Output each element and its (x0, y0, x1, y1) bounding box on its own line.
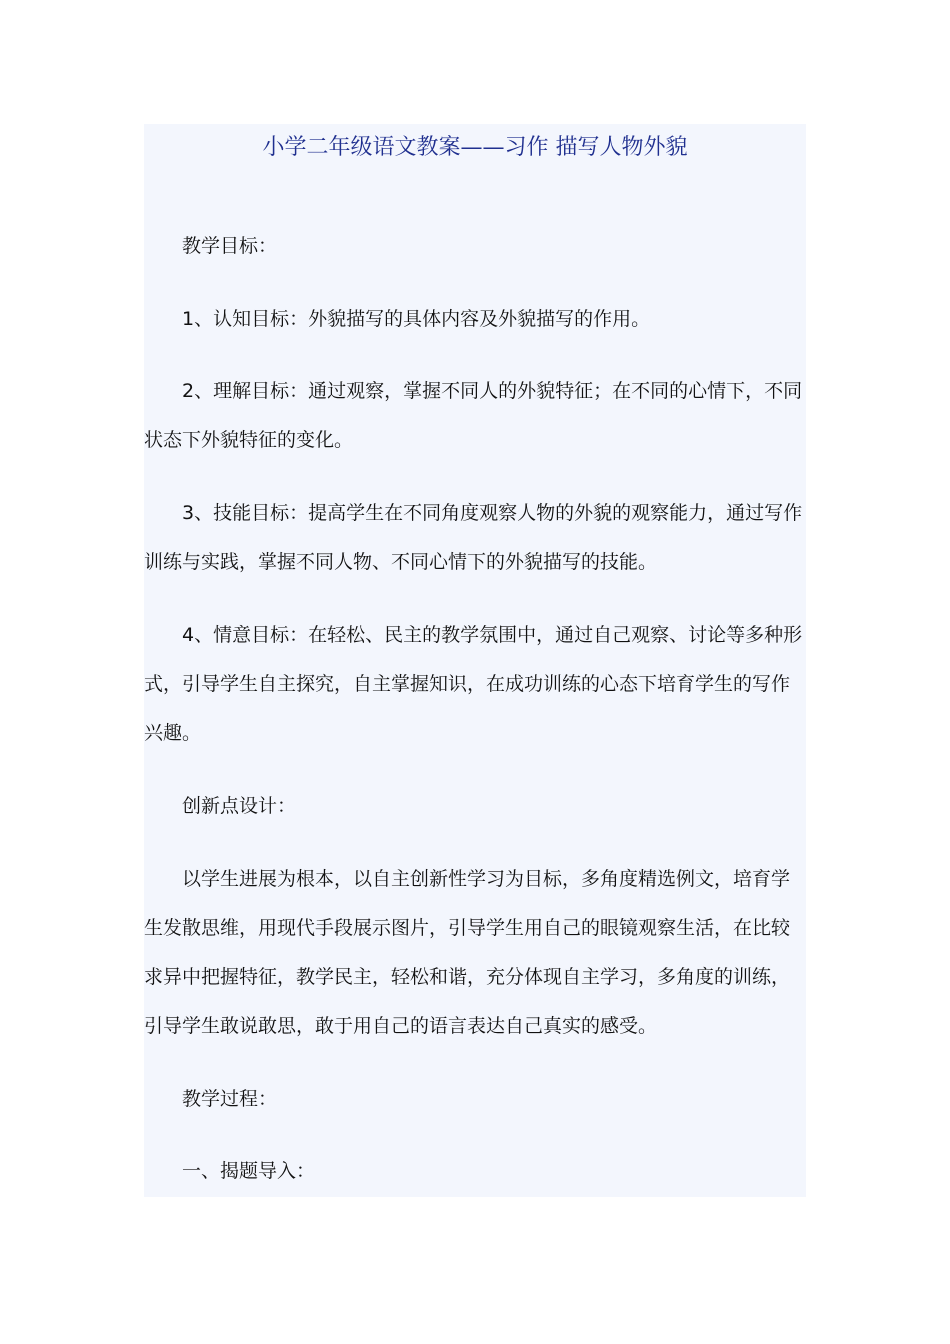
section-introduction: 一、揭题导入： (182, 1160, 316, 1182)
goal-cognitive: 1、认知目标：外貌描写的具体内容及外貌描写的作用。 (182, 308, 651, 330)
goal-affective: 4、情意目标：在轻松、民主的教学氛围中，通过自己观察、讨论等多种形式，引导学生自主探究，自主掌握知识，在成功训练的心态下培育学生的写作兴趣。 (144, 624, 803, 744)
innovation-description: 以学生进展为根本，以自主创新性学习为目标，多角度精选例文，培育学生发散思维，用现代手段展示图片，引导学生用自己的眼镜观察生活，在比较求异中把握特征，教学民主，轻松和谐，充分体现自主学习，多角度的训练，引导学生敢说敢思，敢于用自己的语言表达自己真实的感受。 (144, 868, 791, 1037)
goal-skill: 3、技能目标：提高学生在不同角度观察人物的外貌的观察能力，通过写作训练与实践，掌握不同人物、不同心情下的外貌描写的技能。 (144, 502, 803, 573)
goal-understanding: 2、理解目标：通过观察，掌握不同人的外貌特征；在不同的心情下，不同状态下外貌特征的变化。 (144, 380, 803, 451)
document-title: 小学二年级语文教案——习作 描写人物外貌 (262, 135, 688, 160)
heading-teaching-goals: 教学目标： (182, 235, 278, 257)
heading-innovation-design: 创新点设计： (182, 795, 297, 817)
heading-teaching-process: 教学过程： (182, 1088, 278, 1110)
